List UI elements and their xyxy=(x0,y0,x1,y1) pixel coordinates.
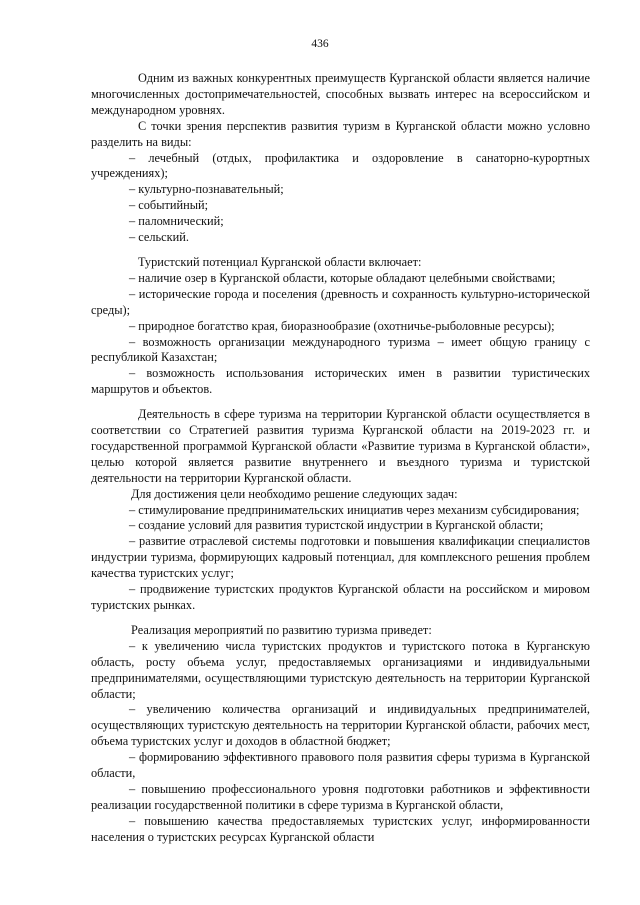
list-item: – событийный; xyxy=(129,198,209,213)
document-body xyxy=(91,71,590,846)
paragraph-advantages: Одним из важных конкурентных преимуществ Курганской области является наличие многочисленных достопримечательностей, способных вызвать интерес на всероссийском и международном уровнях. xyxy=(91,71,590,117)
list-item: – сельский. xyxy=(129,230,189,245)
list-item: – возможность организации международного туризма – имеет общую границу с республикой Казахстан; xyxy=(91,334,590,365)
list-item: – развитие отраслевой системы подготовки и повышения квалификации специалистов индустрии туризма, формирующих кадровый потенциал, для комплексного решения проблем качества туристских услуг; xyxy=(91,534,590,581)
list-item: – лечебный (отдых, профилактика и оздоровление в санаторно-курортных учреждениях); xyxy=(91,150,590,181)
list-item: – стимулирование предпринимательских инициатив через механизм субсидирования; xyxy=(129,502,580,517)
list-item: – возможность использования исторических имен в развитии туристических маршрутов и объектов. xyxy=(91,366,590,397)
list-item: – паломнический; xyxy=(129,214,224,229)
list-item: – наличие озер в Курганской области, которые обладают целебными свойствами; xyxy=(129,270,556,285)
paragraph-tourism-types-intro: С точки зрения перспектив развития туризм в Курганской области можно условно разделить на виды: xyxy=(91,118,590,149)
list-item: – создание условий для развития туристской индустрии в Курганской области; xyxy=(129,518,544,533)
list-item: – исторические города и поселения (древность и сохранность культурно-исторической среды); xyxy=(91,286,590,317)
list-item: – повышению профессионального уровня подготовки работников и эффективности реализации государственной политики в сфере туризма в Курганской области, xyxy=(91,781,590,812)
paragraph-results-intro: Реализация мероприятий по развитию туризма приведет: xyxy=(131,622,432,637)
list-item: – продвижение туристских продуктов Курганской области на российском и мировом туристских рынках. xyxy=(91,582,590,612)
page-number: 436 xyxy=(311,38,329,50)
paragraph-activity: Деятельность в сфере туризма на территории Курганской области осуществляется в соответствии со Стратегией развития туризма Курганской области на 2019-2023 гг. и государственной программой Курганской области «Развитие туризма в Курганской области», целью которой является развитие внутреннего и въездного туризма и туристской деятельности на территории Курганской области. xyxy=(91,407,590,485)
list-item: – повышению качества предоставляемых туристских услуг, информированности населения о туристских ресурсах Курганской области xyxy=(91,813,590,844)
list-item: – к увеличению числа туристских продуктов и туристского потока в Курганскую область, росту объема услуг, предоставляемых организациями и индивидуальными предпринимателями, осуществляющими туристскую деятельность на территории Курганской области; xyxy=(91,638,590,701)
list-item: – формированию эффективного правового поля развития сферы туризма в Курганской области, xyxy=(91,750,590,781)
paragraph-potential-intro: Туристский потенциал Курганской области включает: xyxy=(138,254,422,269)
list-item: – культурно-познавательный; xyxy=(129,182,284,197)
list-item: – природное богатство края, биоразнообразие (охотничье-рыболовные ресурсы); xyxy=(129,318,555,333)
paragraph-tasks-intro: Для достижения цели необходимо решение следующих задач: xyxy=(131,486,458,501)
list-item: – увеличению количества организаций и индивидуальных предпринимателей, осуществляющих туристскую деятельность на территории Курганской области, рабочих мест, объема туристских услуг и доходов в областной бюджет; xyxy=(91,702,590,749)
